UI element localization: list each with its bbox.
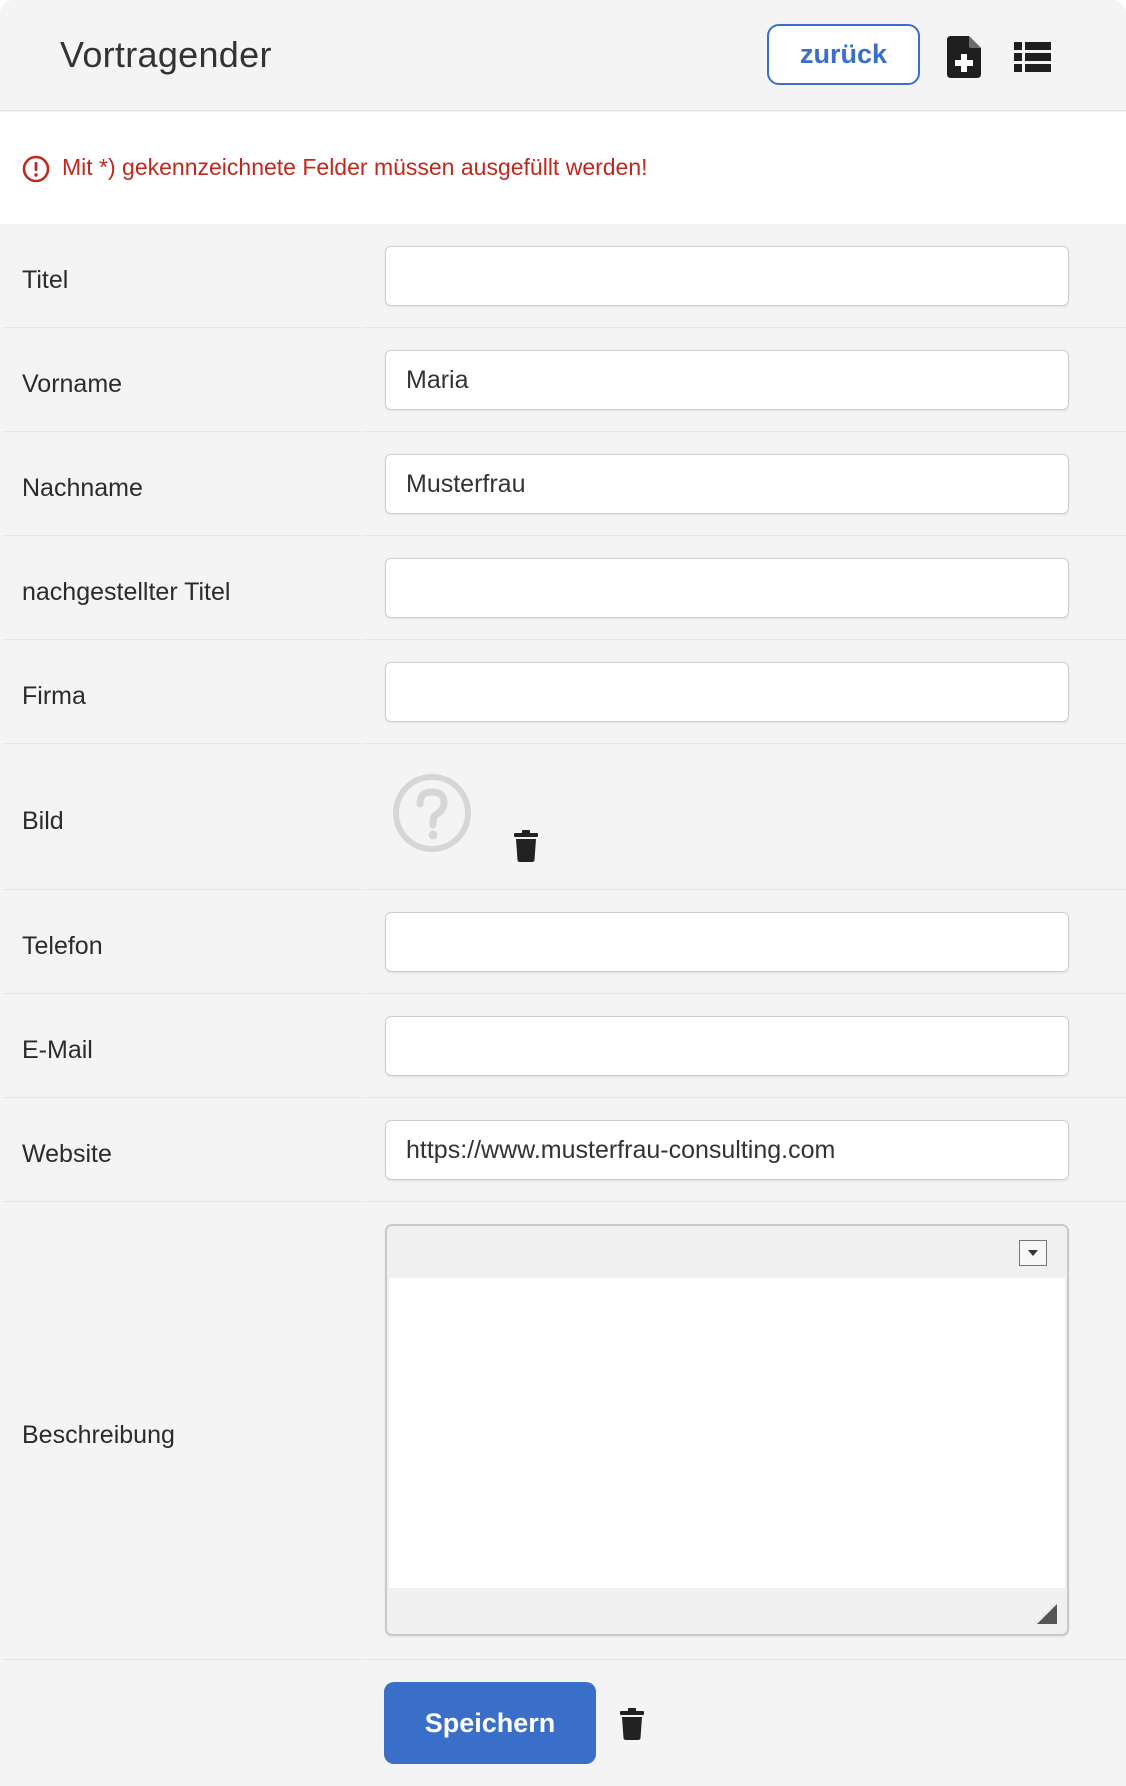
beschreibung-text-area[interactable]: [389, 1278, 1065, 1588]
label-titel: Titel: [22, 266, 69, 294]
trash-icon[interactable]: [514, 830, 538, 862]
save-button[interactable]: Speichern: [384, 1682, 596, 1764]
header-bar: [0, 0, 1126, 111]
nachname-input[interactable]: [385, 454, 1069, 514]
question-circle-icon[interactable]: [392, 773, 472, 853]
label-nachname: Nachname: [22, 474, 143, 502]
label-nachgestellter-titel: nachgestellter Titel: [22, 578, 231, 606]
page-title: Vortragender: [60, 34, 272, 75]
email-input[interactable]: [385, 1016, 1069, 1076]
toolbar-toggle-icon[interactable]: [1019, 1240, 1047, 1266]
row-bild: [0, 744, 1126, 890]
label-firma: Firma: [22, 682, 86, 710]
new-document-icon[interactable]: [947, 36, 981, 78]
label-email: E-Mail: [22, 1036, 93, 1064]
label-telefon: Telefon: [22, 932, 103, 960]
exclamation-circle-icon: [22, 155, 50, 183]
label-beschreibung: Beschreibung: [22, 1421, 175, 1449]
notice-text: Mit *) gekennzeichnete Felder müssen ausgefüllt werden!: [62, 154, 648, 180]
beschreibung-editor: [385, 1224, 1069, 1636]
website-input[interactable]: [385, 1120, 1069, 1180]
nachgestellter-titel-input[interactable]: [385, 558, 1069, 618]
firma-input[interactable]: [385, 662, 1069, 722]
editor-toolbar: [387, 1226, 1067, 1278]
list-icon[interactable]: [1014, 42, 1051, 72]
label-vorname: Vorname: [22, 370, 123, 398]
titel-input[interactable]: [385, 246, 1069, 306]
label-website: Website: [22, 1140, 112, 1168]
back-button[interactable]: zurück: [767, 24, 920, 85]
trash-icon[interactable]: [620, 1708, 644, 1740]
vorname-input[interactable]: [385, 350, 1069, 410]
label-bild: Bild: [22, 807, 64, 835]
telefon-input[interactable]: [385, 912, 1069, 972]
resize-handle-icon[interactable]: [1037, 1604, 1057, 1624]
